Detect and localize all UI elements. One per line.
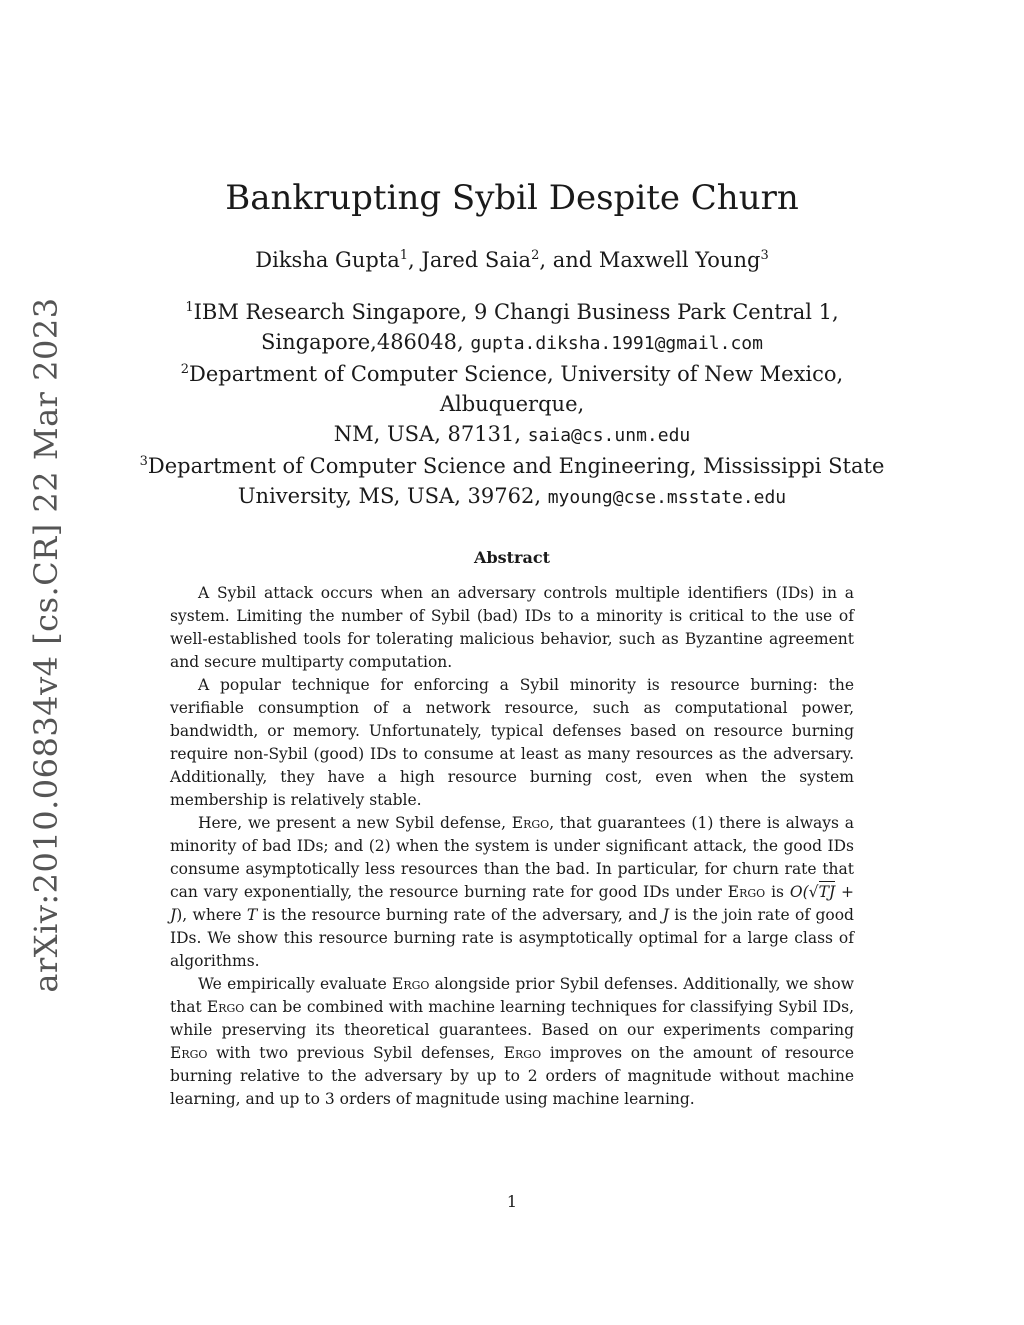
affiliation-text: IBM Research Singapore, 9 Changi Business Park Central 1, xyxy=(193,300,839,324)
abstract-heading: Abstract xyxy=(474,548,550,567)
author-name: Diksha Gupta xyxy=(255,248,400,272)
affiliation xyxy=(110,297,914,359)
affiliation-text: University, MS, USA, 39762, xyxy=(237,484,548,508)
abstract-paragraph: A popular technique for enforcing a Sybil minority is resource burning: the verifiable consumption of a network resource, such as computational power, bandwidth, or memory. Unfortunately, typical defenses based on resource burning require non-Sybil (good) IDs to consume at least as many resources as the adversary. Additionally, they have a high resource burning cost, even when the system membership is relatively stable. xyxy=(170,676,854,809)
affiliation-mark: 2 xyxy=(531,248,540,263)
affiliation xyxy=(110,451,914,513)
system-name: Ergo xyxy=(727,883,766,901)
abstract-paragraph: Here, we present a new Sybil defense, Ergo, that guarantees (1) there is always a minority of bad IDs; and (2) when the system is under significant attack, the good IDs consume asymptotically less resources than the bad. In particular, for churn rate that can vary exponentially, the resource burning rate for good IDs under Ergo is O(√TJ + J), where T is the resource burning rate of the adversary, and J is the join rate of good IDs. We show this resource burning rate is asymptotically optimal for a large class of algorithms. xyxy=(170,814,855,970)
system-name: Ergo xyxy=(206,998,245,1016)
page-number: 1 xyxy=(506,1192,518,1211)
affiliation-text: Department of Computer Science and Engineering, Mississippi State xyxy=(147,454,885,478)
author-name: Maxwell Young xyxy=(598,248,761,272)
author-name: Jared Saia xyxy=(421,248,532,272)
math-variable: T xyxy=(246,906,258,924)
system-name: Ergo xyxy=(503,1044,542,1062)
abstract-paragraph: A Sybil attack occurs when an adversary controls multiple identifiers (IDs) in a system. Limiting the number of Sybil (bad) IDs to a minority is critical to the use of well-established tools for tolerating malicious behavior, such as Byzantine agreement and secure multiparty computation. xyxy=(170,584,854,671)
system-name: Ergo xyxy=(170,1044,208,1062)
paper-title: Bankrupting Sybil Despite Churn xyxy=(225,178,799,218)
affiliation xyxy=(110,359,914,451)
email-link[interactable]: gupta.diksha.1991@gmail.com xyxy=(470,333,763,354)
complexity-formula: O(√TJ + J) xyxy=(170,883,855,924)
affiliation-mark: 1 xyxy=(399,248,409,263)
affiliation-text: Singapore,486048, xyxy=(261,330,471,354)
math-variable: J xyxy=(662,906,669,924)
abstract-body xyxy=(170,582,854,1111)
author-separator: , xyxy=(408,248,422,272)
author-list xyxy=(0,248,1024,272)
system-name: Ergo xyxy=(511,814,550,832)
affiliation-mark: 3 xyxy=(760,248,769,263)
abstract-paragraph: We empirically evaluate Ergo alongside prior Sybil defenses. Additionally, we show that Ergo can be combined with machine learning techniques for classifying Sybil IDs, while preserving its theoretical guarantees. Based on our experiments comparing Ergo with two previous Sybil defenses, Ergo improves on the amount of resource burning relative to the adversary by up to 2 orders of magnitude without machine learning, and up to 3 orders of magnitude using machine learning. xyxy=(170,975,855,1108)
affiliation-list xyxy=(110,297,914,513)
affiliation-mark: 2 xyxy=(180,362,190,377)
email-link[interactable]: myoung@cse.msstate.edu xyxy=(547,487,787,508)
system-name: Ergo xyxy=(392,975,430,993)
affiliation-mark: 1 xyxy=(185,300,194,315)
arxiv-identifier: arXiv:2010.06834v4 [cs.CR] 22 Mar 2023 xyxy=(27,297,65,993)
author-separator: , and xyxy=(539,248,599,272)
affiliation-mark: 3 xyxy=(139,454,148,469)
affiliation-text: Department of Computer Science, University of New Mexico, Albuquerque, xyxy=(189,362,844,416)
email-link[interactable]: saia@cs.unm.edu xyxy=(527,425,691,446)
affiliation-text: NM, USA, 87131, xyxy=(333,422,528,446)
